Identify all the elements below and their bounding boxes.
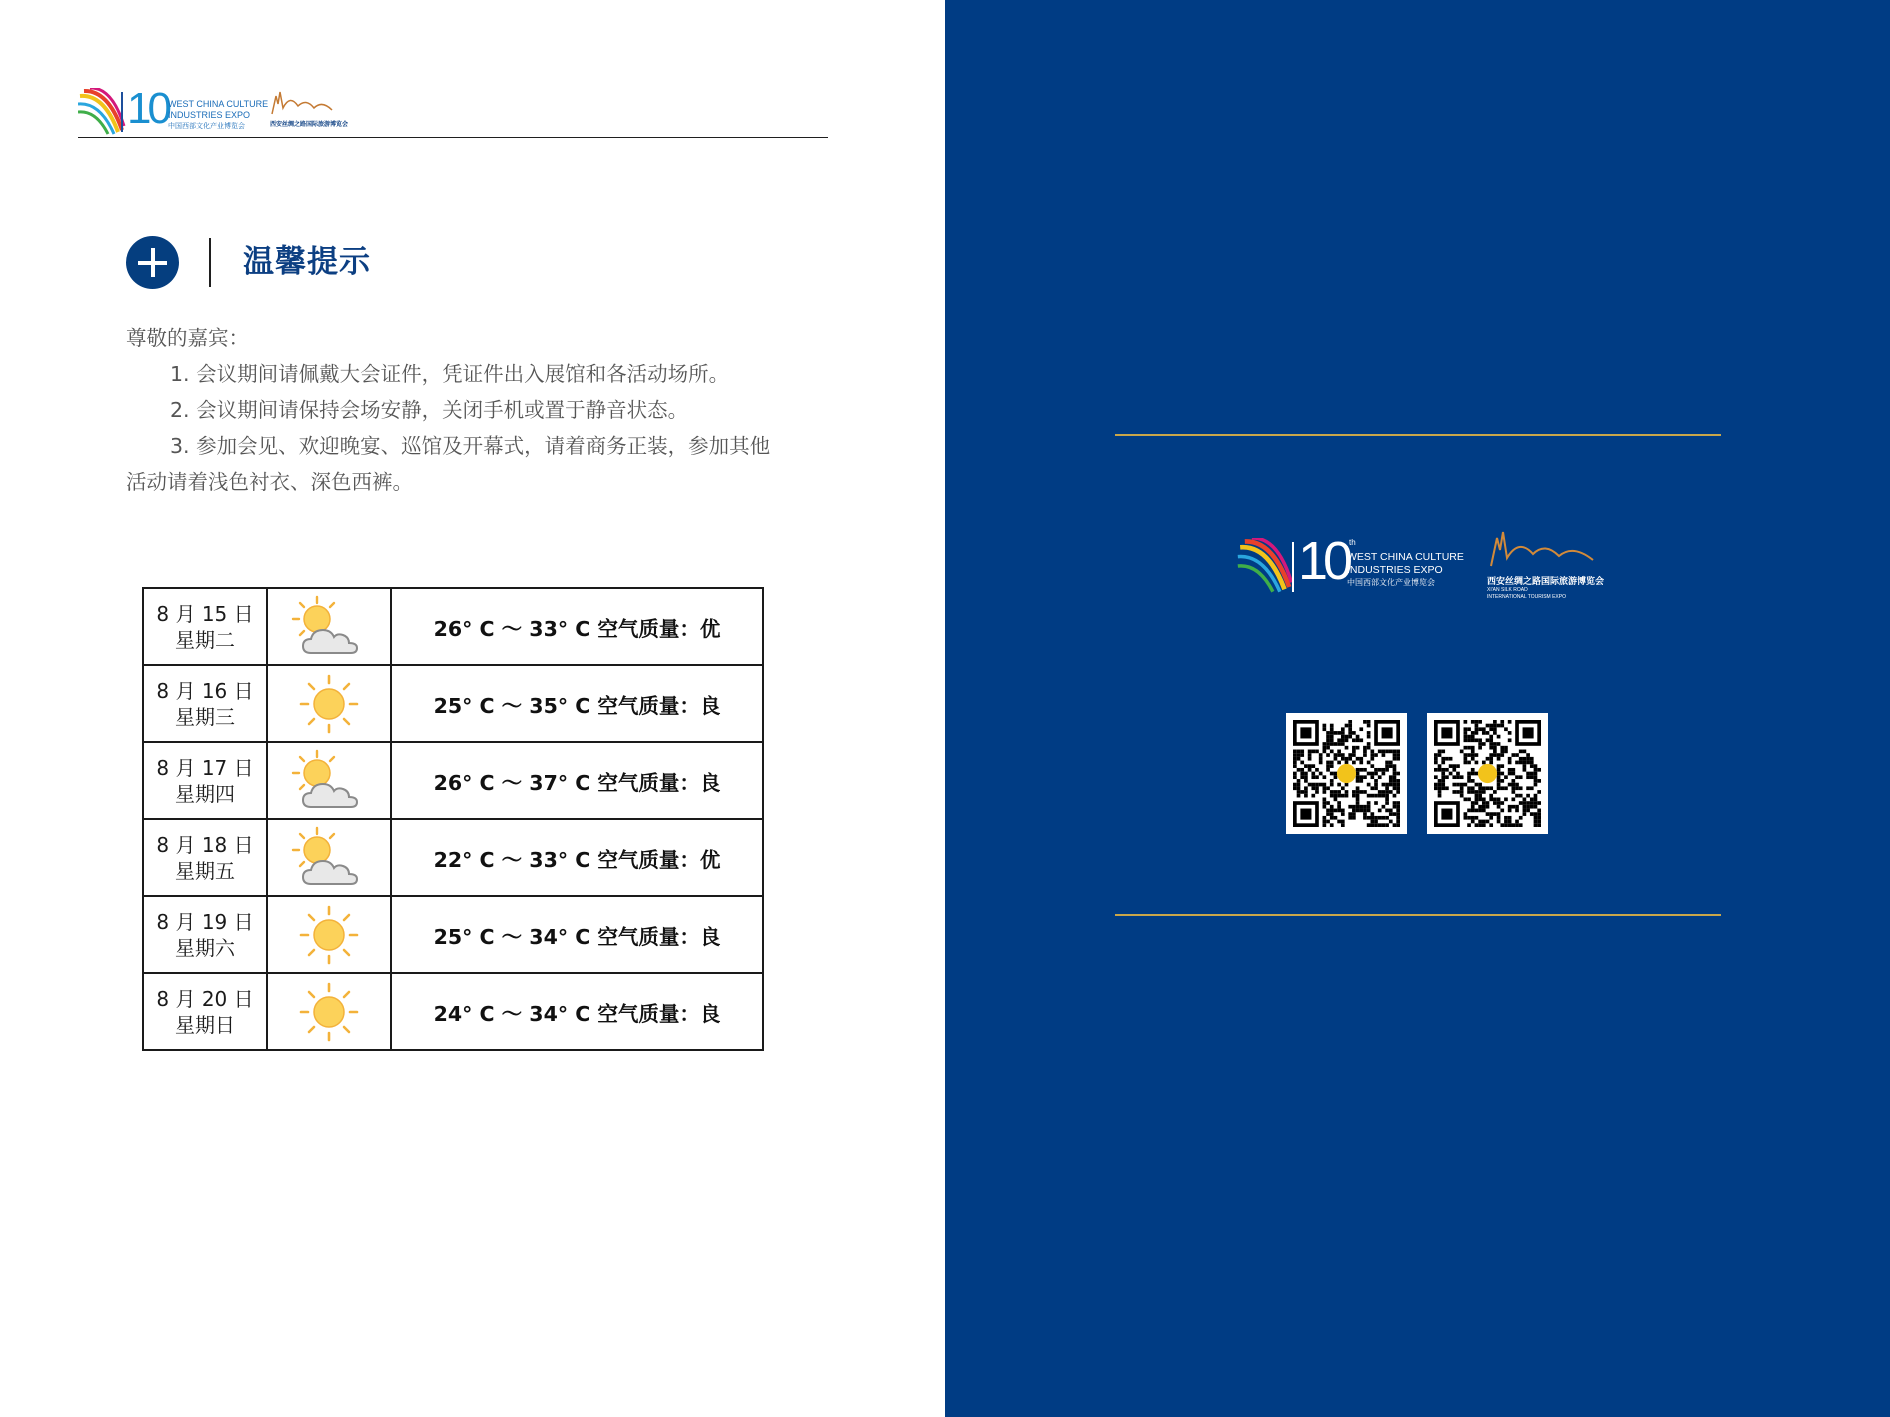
weather-info: 25° C ～ 34° C 空气质量：良	[391, 896, 763, 973]
weather-weekday: 星期六	[175, 935, 235, 960]
header-rule	[78, 137, 828, 138]
sun-icon	[291, 982, 367, 1042]
weather-icon-cell	[267, 588, 391, 665]
back-logo-line1: WEST CHINA CULTURE	[1347, 551, 1464, 563]
back-logo2-en1: XI'AN SILK ROAD	[1487, 587, 1528, 593]
weather-weekday: 星期二	[175, 627, 235, 652]
logo-line2: INDUSTRIES EXPO	[168, 110, 251, 120]
notice-text	[126, 320, 786, 500]
partly-cloudy-icon	[289, 749, 369, 813]
expo-logo	[78, 86, 348, 138]
back-logo-edition: 10	[1298, 531, 1349, 591]
back-logo-cn: 中国西部文化产业博览会	[1347, 578, 1435, 587]
silk-road-logo-icon	[270, 88, 334, 118]
weather-date: 8 月 16 日	[156, 678, 254, 703]
weather-icon-cell	[267, 896, 391, 973]
weather-date: 8 月 15 日	[156, 601, 254, 626]
weather-weekday: 星期三	[175, 704, 235, 729]
weather-icon-cell	[267, 665, 391, 742]
heading-divider	[209, 238, 211, 287]
weather-date-cell	[143, 665, 267, 742]
back-logo2-en2: INTERNATIONAL TOURISM EXPO	[1487, 594, 1566, 600]
qr-code-icon	[1293, 720, 1400, 827]
weather-date: 8 月 20 日	[156, 986, 254, 1011]
weather-date-cell	[143, 819, 267, 896]
weather-date: 8 月 19 日	[156, 909, 254, 934]
weather-info: 22° C ～ 33° C 空气质量：优	[391, 819, 763, 896]
weather-weekday: 星期四	[175, 781, 235, 806]
notice-greeting: 尊敬的嘉宾：	[126, 326, 249, 350]
weather-icon-cell	[267, 819, 391, 896]
weather-date-cell	[143, 742, 267, 819]
plus-circle-icon	[126, 236, 179, 289]
weather-row	[143, 819, 763, 896]
weather-icon-cell	[267, 742, 391, 819]
weather-date: 8 月 17 日	[156, 755, 254, 780]
notice-item-2: 2. 会议期间请保持会场安静，关闭手机或置于静音状态。	[170, 398, 689, 422]
rainbow-swoosh-icon	[1237, 538, 1297, 594]
weather-date-cell	[143, 896, 267, 973]
qr-code-expo[interactable]	[1286, 713, 1407, 834]
weather-row	[143, 588, 763, 665]
back-cover-logo	[1237, 528, 1603, 604]
back-logo-line2: INDUSTRIES EXPO	[1347, 564, 1443, 576]
weather-info: 24° C ～ 34° C 空气质量：良	[391, 973, 763, 1050]
weather-info: 25° C ～ 35° C 空气质量：良	[391, 665, 763, 742]
notice-item-3: 3. 参加会见、欢迎晚宴、巡馆及开幕式，请着商务正装，参加其他活动请着浅色衬衣、深色西裤。	[126, 434, 771, 494]
weather-row	[143, 665, 763, 742]
partly-cloudy-icon	[289, 595, 369, 659]
weather-info: 26° C ～ 33° C 空气质量：优	[391, 588, 763, 665]
gold-rule-top	[1115, 434, 1721, 436]
partly-cloudy-icon	[289, 826, 369, 890]
weather-row	[143, 742, 763, 819]
weather-date-cell	[143, 588, 267, 665]
notice-item-1: 1. 会议期间请佩戴大会证件，凭证件出入展馆和各活动场所。	[170, 362, 730, 386]
weather-row	[143, 973, 763, 1050]
weather-weekday: 星期日	[175, 1012, 235, 1037]
weather-date-cell	[143, 973, 267, 1050]
weather-table	[142, 587, 764, 1051]
logo2-cn: 西安丝绸之路国际旅游博览会	[270, 122, 349, 128]
qr-code-tourism[interactable]	[1427, 713, 1548, 834]
weather-row	[143, 896, 763, 973]
back-cover	[945, 0, 1890, 1417]
sun-icon	[291, 674, 367, 734]
logo-edition: 10	[127, 84, 168, 133]
qr-code-icon	[1434, 720, 1541, 827]
section-title: 温馨提示	[243, 244, 371, 280]
back-logo2-cn: 西安丝绸之路国际旅游博览会	[1487, 576, 1605, 586]
weather-info: 26° C ～ 37° C 空气质量：良	[391, 742, 763, 819]
sun-icon	[291, 905, 367, 965]
silk-road-logo-icon	[1487, 530, 1597, 570]
logo-line1: WEST CHINA CULTURE	[168, 99, 269, 109]
weather-weekday: 星期五	[175, 858, 235, 883]
weather-icon-cell	[267, 973, 391, 1050]
gold-rule-bottom	[1115, 914, 1721, 916]
logo-cn: 中国西部文化产业博览会	[168, 123, 245, 130]
back-logo-sup: th	[1349, 538, 1356, 547]
weather-date: 8 月 18 日	[156, 832, 254, 857]
